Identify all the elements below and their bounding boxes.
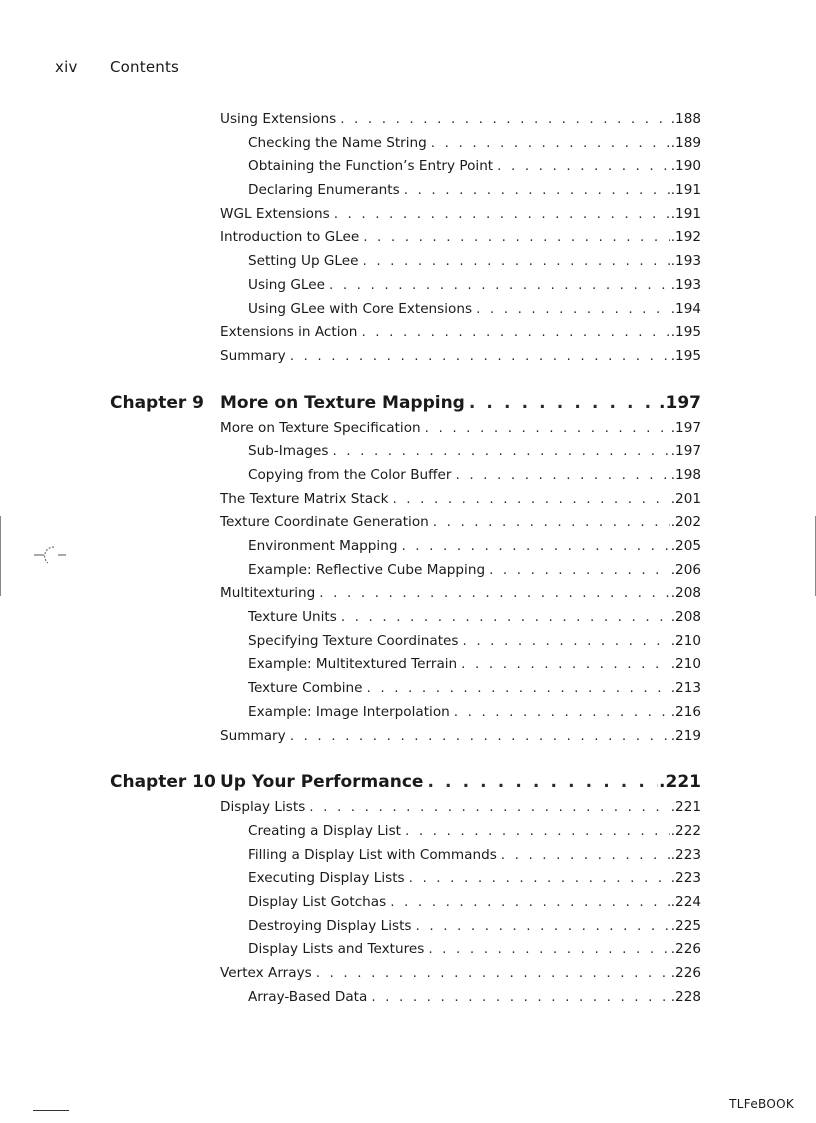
dot-leader [476,298,670,322]
dot-leader [363,250,670,274]
toc-entry-row [248,938,701,962]
toc-entry-page: .219 [670,727,701,744]
toc-entry-page: .197 [670,443,701,460]
toc-entry [0,535,816,559]
toc-entry-row [248,132,701,156]
toc-entry-page: .191 [670,205,701,222]
toc-entry-row [248,653,701,677]
toc-entry-row [248,606,701,630]
toc-entry-row [220,345,701,369]
toc-entry-page: .197 [670,419,701,436]
toc-entry [0,867,816,891]
toc-entry-row [220,417,701,441]
toc-entry-title: More on Texture Mapping [220,392,465,413]
toc-entry-row [220,226,701,250]
toc-entry-title: More on Texture Specification [220,419,421,436]
toc-entry-title: Summary [220,347,286,364]
dot-leader [316,962,670,986]
toc-entry [0,226,816,250]
toc-entry-row [248,535,701,559]
toc-entry-page: .223 [670,870,701,887]
toc-entry-row [220,321,701,345]
toc-entry-title: Extensions in Action [220,324,358,341]
footer-watermark: TLFeBOOK [729,1097,794,1111]
toc-entry-page: .202 [670,514,701,531]
toc-entry-row [248,844,701,868]
dot-leader [428,938,669,962]
toc-entry-row [248,677,701,701]
dot-leader [334,203,670,227]
toc-entry-page: .221 [659,772,701,793]
toc-entry-row [220,768,701,796]
toc-entry-title: Multitexturing [220,585,316,602]
toc-entry-page: .228 [670,988,701,1005]
toc-entry-row [248,630,701,654]
toc-entry-page: .210 [670,632,701,649]
toc-entry-row [248,867,701,891]
toc-entry-row [248,298,701,322]
dot-leader [461,653,670,677]
toc-entry [0,820,816,844]
toc-entry-row [248,986,701,1010]
toc-entry-title: Environment Mapping [248,538,398,554]
toc-entry-row [220,582,701,606]
toc-entry-title: Sub-Images [248,443,329,460]
toc-entry [0,511,816,535]
toc-entry [0,938,816,962]
toc-entry-title: Up Your Performance [220,772,424,793]
toc-entry-title: Using Extensions [220,111,337,127]
toc-entry-row [248,915,701,939]
dot-leader [497,155,670,179]
toc-entry-row [220,796,701,820]
toc-entry-title: Texture Coordinate Generation [220,514,429,531]
chapter-gap [0,369,816,389]
toc-entry-page: .201 [670,490,701,507]
toc-entry [0,155,816,179]
dot-leader [341,606,670,630]
toc-entry-title: Obtaining the Function’s Entry Point [248,158,494,175]
toc-entry [0,345,816,369]
toc-entry [0,606,816,630]
toc-entry-page: .198 [670,466,701,483]
crop-mark-left [0,516,1,596]
toc-entry-title: Using GLee with Core Extensions [248,300,473,317]
toc-entry [0,582,816,606]
toc-entry-page: .224 [670,893,701,910]
toc-entry-row [248,559,701,583]
dot-leader [401,535,669,559]
dot-leader [433,511,670,535]
toc-entry-title: Texture Combine [248,680,363,697]
dot-leader [455,464,669,488]
dot-leader [290,345,670,369]
toc-entry-row [248,155,701,179]
toc-entry-title: Using GLee [248,276,325,293]
toc-entry-title: Example: Reflective Cube Mapping [248,561,486,578]
toc-entry [0,653,816,677]
toc-entry [0,677,816,701]
dot-leader [489,559,670,583]
dot-leader [367,677,670,701]
toc-entry [0,891,816,915]
registration-mark-icon [30,541,70,569]
toc-entry-title: WGL Extensions [220,205,330,222]
toc-entry-page: .193 [670,276,701,293]
toc-entry [0,986,816,1010]
toc-entry-page: .188 [670,111,701,127]
dot-leader [463,630,670,654]
toc-entry-page: .226 [670,941,701,958]
dot-leader [290,725,670,749]
toc-entry-page: .210 [670,656,701,673]
toc-entry-title: Display Lists and Textures [248,941,425,958]
toc-entry-title: Display Lists [220,799,306,816]
toc-entry-title: Creating a Display List [248,822,401,839]
toc-entry-page: .225 [670,917,701,934]
toc-entry [0,559,816,583]
toc-entry [0,203,816,227]
toc-entry-title: Setting Up GLee [248,253,359,270]
toc-entry-row [220,725,701,749]
toc-entry-title: Checking the Name String [248,134,427,151]
toc-entry-page: .206 [670,561,701,578]
toc-entry-row [248,891,701,915]
toc-entry-row [220,389,701,417]
toc-entry [0,796,816,820]
dot-leader [469,389,658,417]
dot-leader [416,915,670,939]
toc-entry-row [220,511,701,535]
toc-entry-title: Array-Based Data [248,988,368,1005]
toc-entry-title: Introduction to GLee [220,229,360,246]
chapter-label: Chapter 9 [110,392,205,413]
toc-entry-page: .213 [670,680,701,697]
dot-leader [309,796,669,820]
toc-entry [0,915,816,939]
dot-leader [431,132,670,156]
toc-entry-page: .195 [670,347,701,364]
toc-entry-row [248,274,701,298]
dot-leader [329,274,670,298]
dot-leader [371,986,669,1010]
toc-entry-row [220,108,701,132]
toc-entry [0,108,816,132]
dot-leader [427,768,658,796]
toc-entry-page: .216 [670,703,701,720]
toc-entry-row [220,488,701,512]
chapter-gap [0,748,816,768]
toc-entry-page: .189 [670,134,701,151]
toc-entry [0,274,816,298]
section-title: Contents [110,58,180,76]
dot-leader [405,820,670,844]
toc-entry-page: .208 [670,609,701,626]
toc-entry-page: .221 [670,799,701,816]
toc-entry-title: Texture Units [248,609,337,626]
toc-entry-page: .193 [670,253,701,270]
toc-entry-page: .222 [670,822,701,839]
toc-entry [0,464,816,488]
toc-entry-page: .190 [670,158,701,175]
dot-leader [392,488,669,512]
toc-entry-page: .192 [670,229,701,246]
toc-entry-title: Filling a Display List with Commands [248,846,497,863]
toc-entry [0,321,816,345]
toc-entry-page: .223 [670,846,701,863]
table-of-contents [0,108,816,1009]
dot-leader [363,226,670,250]
dot-leader [409,867,670,891]
dot-leader [501,844,670,868]
toc-entry [0,417,816,441]
toc-entry-page: .226 [670,965,701,981]
toc-entry-title: Executing Display Lists [248,870,405,887]
dot-leader [361,321,669,345]
toc-entry-row [248,250,701,274]
toc-entry-title: Summary [220,727,286,744]
dot-leader [425,417,670,441]
dot-leader [319,582,669,606]
chapter-label: Chapter 10 [110,772,216,793]
toc-entry-title: Example: Image Interpolation [248,703,450,720]
toc-entry-row [220,203,701,227]
dot-leader [404,179,670,203]
dot-leader [332,440,669,464]
toc-entry [0,844,816,868]
toc-entry-row [220,962,701,986]
toc-entry-row [248,701,701,725]
toc-entry-page: .194 [670,300,701,317]
toc-entry-title: Copying from the Color Buffer [248,466,452,483]
toc-entry [0,250,816,274]
toc-entry [0,725,816,749]
toc-entry-page: .205 [670,538,701,554]
toc-entry-title: Example: Multitextured Terrain [248,656,458,673]
toc-entry-page: .195 [670,324,701,341]
toc-entry-page: .191 [670,182,701,199]
toc-entry-title: Vertex Arrays [220,965,312,981]
toc-entry-row [248,440,701,464]
toc-entry-title: The Texture Matrix Stack [220,490,389,507]
footer-rule [33,1110,69,1111]
toc-entry-title: Destroying Display Lists [248,917,412,934]
toc-entry [0,488,816,512]
toc-chapter-entry [0,389,816,417]
page-number: xiv [55,58,78,76]
toc-entry-title: Declaring Enumerants [248,182,400,199]
running-header [55,58,179,76]
toc-chapter-entry [0,768,816,796]
toc-entry [0,962,816,986]
toc-entry-title: Specifying Texture Coordinates [248,632,459,649]
toc-entry-page: .197 [659,392,701,413]
toc-entry [0,701,816,725]
toc-entry-page: .208 [670,585,701,602]
toc-entry [0,298,816,322]
toc-entry-title: Display List Gotchas [248,893,387,910]
toc-entry [0,179,816,203]
dot-leader [454,701,670,725]
toc-entry-row [248,179,701,203]
dot-leader [390,891,670,915]
toc-entry-row [248,464,701,488]
toc-entry-row [248,820,701,844]
dot-leader [340,108,670,132]
toc-entry [0,132,816,156]
toc-entry [0,440,816,464]
toc-entry [0,630,816,654]
